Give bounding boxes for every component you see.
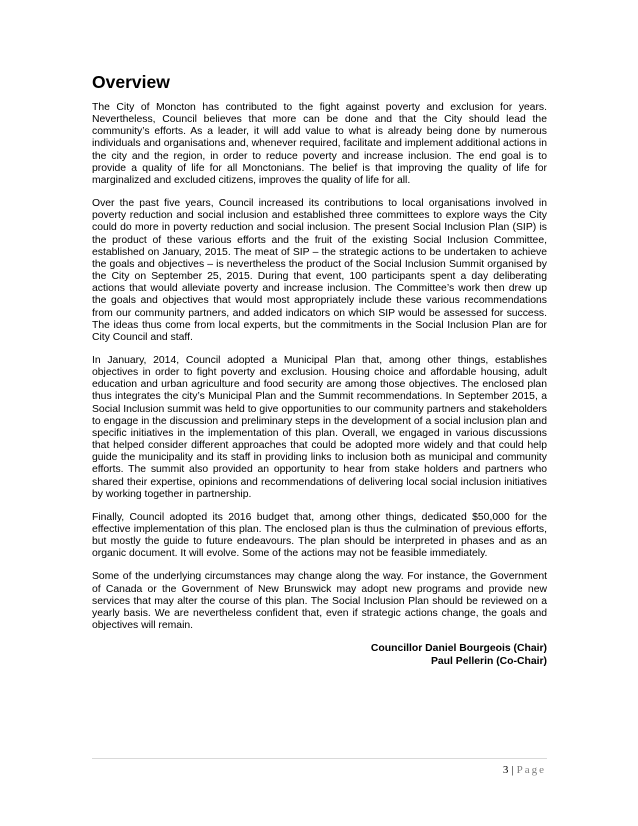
paragraph-municipal-plan: In January, 2014, Council adopted a Municipal Plan that, among other things, establishes objectives in order to fight poverty and exclusion. Housing choice and affordable housing, adult education and urban agriculture and food security are among those objectives. The enclosed plan thus integrates the city’s Municipal Plan and the Summit recommendations. In September 2015, a Social Inclusion summit was held to give opportunities to our community partners and stakeholders to engage in the discussion and preliminary steps in the development of a social inclusion plan and specific initiatives in the implementation of this plan. Overall, we engaged in various discussions that helped consider different approaches that could be adopted more widely and that could help guide the municipality and its staff in providing links to inclusion both as municipal and community efforts. The summit also provided an opportunity to hear from stake holders and partners who shared their expertise, opinions and recommendations of delivering local social inclusion initiatives by working together in partnership. [92,354,547,500]
signature-block [92,643,547,668]
paragraph-intro: The City of Moncton has contributed to the fight against poverty and exclusion for years. Nevertheless, Council believes that more can be done and that the City should lead the community’s efforts. As a leader, it will add value to what is already being done by numerous individuals and organisations and, whenever required, facilitate and implement additional actions in the city and the region, in order to reduce poverty and increase inclusion. The end goal is to provide a quality of life for all Monctonians. The belief is that improving the quality of life for marginalized and excluded citizens, improves the quality of life for all. [92,102,547,186]
paragraph-circumstances: Some of the underlying circumstances may change along the way. For instance, the Government of Canada or the Government of New Brunswick may adopt new programs and provide new services that may alter the course of this plan. The Social Inclusion Plan should be reviewed on a yearly basis. We are nevertheless confident that, even if strategic actions change, the goals and objectives will remain. [92,571,547,632]
footer-separator: | [511,764,514,776]
footer-divider [92,758,547,759]
paragraph-budget: Finally, Council adopted its 2016 budget that, among other things, dedicated $50,000 for the effective implementation of this plan. The enclosed plan is thus the culmination of previous efforts, but mostly the guide to future endeavours. The plan should be interpreted in phases and as an organic document. It will evolve. Some of the actions may not be feasible immediately. [92,511,547,560]
paragraph-history: Over the past five years, Council increased its contributions to local organisations involved in poverty reduction and social inclusion and established three committees to explore ways the City could do more in poverty reduction and social inclusion. The present Social Inclusion Plan (SIP) is the product of these various efforts and the fruit of the existing Social Inclusion Committee, established on January, 2015. The meat of SIP – the strategic actions to be undertaken to achieve the goals and objectives – is nevertheless the product of the Social Inclusion Summit organised by the City on September 25, 2015. During that event, 100 participants spent a day deliberating actions that would alleviate poverty and increase inclusion. The Committee’s work then drew up the goals and objectives that would most appropriately include these various recommendations from our community partners, and added indicators on which SIP would be assessed for success. The ideas thus come from local experts, but the commitments in the Social Inclusion Plan are for City Council and staff. [92,198,547,343]
page-heading: Overview [92,72,170,92]
page-body [92,72,547,668]
signature-co-chair: Paul Pellerin (Co-Chair) [430,655,547,667]
page-footer [503,764,546,776]
page-number: 3 [502,764,509,776]
page-label: Page [516,764,546,776]
signature-chair: Councillor Daniel Bourgeois (Chair) [370,643,547,655]
